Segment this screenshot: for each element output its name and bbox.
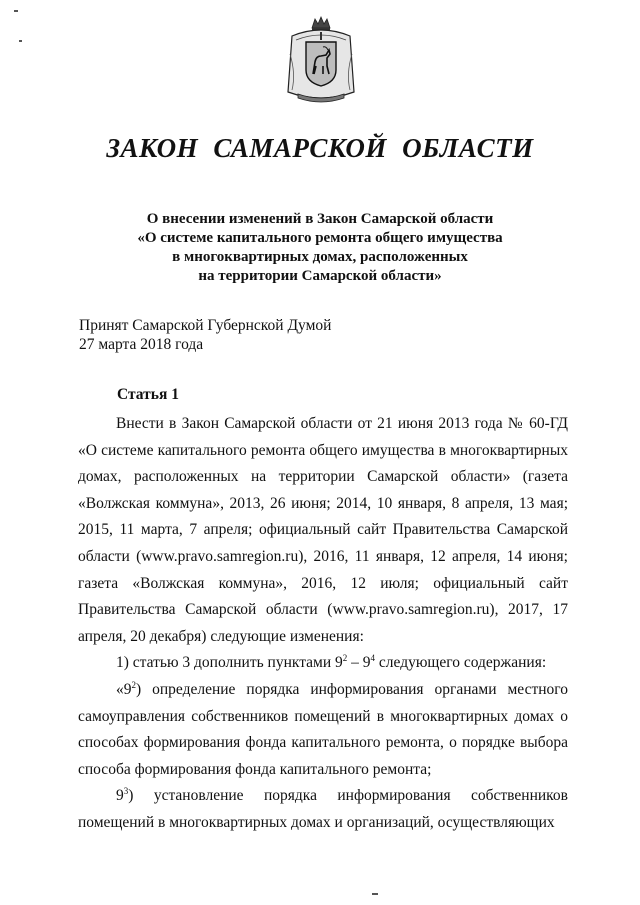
scan-speck [14, 10, 18, 12]
subtitle-line: на территории Самарской области» [198, 268, 442, 284]
scan-speck [19, 40, 22, 42]
item-1-text: 1) статью 3 дополнить пунктами 9 [116, 654, 343, 672]
item-1-text: – 9 [347, 654, 371, 672]
subtitle-line: в многоквартирных домах, расположенных [172, 249, 468, 265]
point-9-3-paragraph [78, 783, 568, 836]
document-subtitle [0, 210, 640, 286]
adoption-body: Принят Самарской Губернской Думой [79, 317, 332, 334]
superscript: 3 [123, 786, 129, 797]
item-1-paragraph [78, 650, 568, 677]
superscript: 2 [131, 679, 136, 690]
adoption-date: 27 марта 2018 года [79, 336, 204, 353]
point-label: 9 [116, 787, 124, 805]
article-heading: Статья 1 [117, 386, 179, 403]
article-intro-paragraph: Внести в Закон Самарской области от 21 июня 2013 года № 60-ГД «О системе капитального ремонта общего имущества в многоквартирных домах, расположенных на территории Самарской области» (газета «Волжская коммуна», 2013, 26 июня; 2014, 10 января, 8 апреля, 13 мая; 2015, 11 марта, 7 апреля; официальный сайт Правительства Самарской области (www.pravo.samregion.ru), 2016, 11 января, 12 апреля, 14 июня; газета «Волжская коммуна», 2016, 12 июля; официальный сайт Правительства Самарской области (www.pravo.samregion.ru), 2017, 17 апреля, 20 декабря) следующие изменения: [78, 415, 568, 645]
article-body [78, 411, 568, 837]
scan-speck [372, 893, 378, 895]
point-label: «9 [116, 680, 132, 698]
item-1-text: следующего содержания: [375, 654, 547, 672]
document-title: ЗАКОН САМАРСКОЙ ОБЛАСТИ [106, 133, 534, 163]
samara-coat-of-arms-icon [282, 14, 360, 106]
point-text: ) установление порядка информирования собственников помещений в многоквартирных домах и организаций, осуществляющих [78, 787, 568, 831]
superscript: 4 [370, 653, 376, 664]
subtitle-line: «О системе капитального ремонта общего имущества [137, 230, 503, 246]
point-text: ) определение порядка информирования органами местного самоуправления собственников помещений в многоквартирных домах о способах формирования фонда капитального ремонта, о порядке выбора способа формирования фонда капитального ремонта; [78, 680, 568, 778]
superscript: 2 [342, 653, 348, 664]
point-9-2-paragraph [78, 677, 568, 783]
adoption-note [79, 316, 331, 354]
subtitle-line: О внесении изменений в Закон Самарской области [146, 211, 494, 227]
